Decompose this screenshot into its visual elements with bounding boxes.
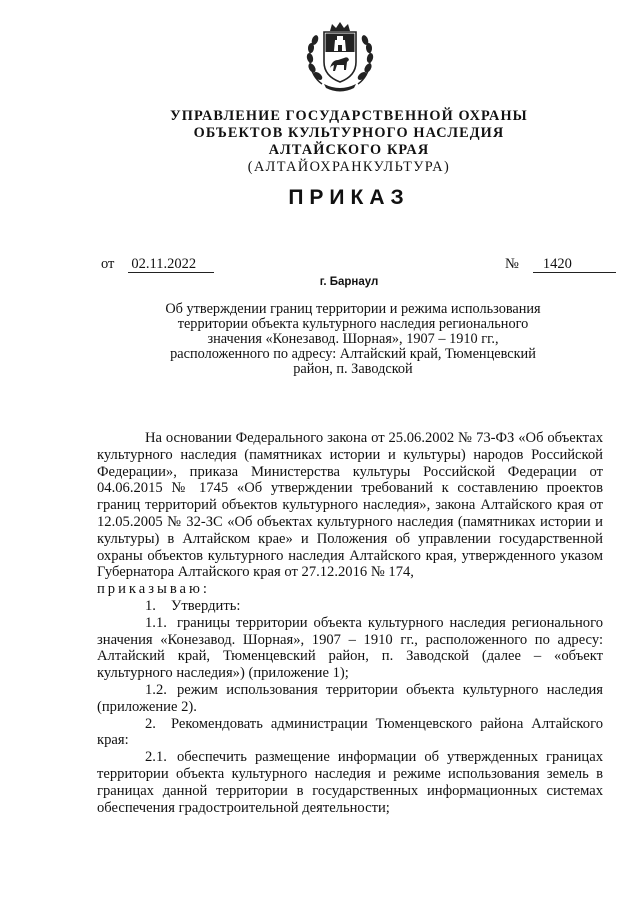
document-subject — [140, 302, 566, 377]
order-word-paragraph — [97, 581, 603, 598]
list-item — [97, 749, 603, 816]
altai-krai-coat-of-arms-icon — [302, 18, 378, 94]
org-name-line1: УПРАВЛЕНИЕ ГОСУДАРСТВЕННОЙ ОХРАНЫ — [170, 108, 528, 124]
preamble-text: На основании Федерального закона от 25.06.2002 № 73-ФЗ «Об объектах культурного наследия (памятниках истории и культуры) народов Российской Федерации», приказа Министерства культуры Российской Федерации от 04.06.2015 № 1745 «Об утверждении требований к составлению проектов границ территорий объектов культурного наследия», закона Алтайского края от 12.05.2005 № 32-ЗС «Об объектах культурного наследия (памятниках истории и культуры) в Алтайском крае» и Положения об управлении государственной охраны объектов культурного наследия Алтайского края, утвержденного указом Губернатора Алтайского края от 27.12.2016 № 174, — [97, 430, 603, 581]
list-item — [97, 716, 603, 750]
date-block — [101, 256, 214, 273]
item-text: Утвердить: — [171, 597, 241, 614]
city-label: г. Барнаул — [319, 276, 379, 288]
date-prefix: от — [101, 256, 115, 272]
subject-line: территории объекта культурного наследия регионального — [177, 316, 529, 332]
preamble-paragraph — [97, 430, 603, 581]
item-number: 2. — [145, 715, 156, 732]
item-text: Рекомендовать администрации Тюменцевского района Алтайского края: — [97, 715, 603, 749]
list-item — [97, 615, 603, 682]
item-number: 1.1. — [145, 614, 167, 631]
document-number: 1420 — [533, 257, 616, 273]
item-text: режим использования территории объекта культурного наследия (приложение 2). — [97, 681, 603, 715]
item-text: границы территории объекта культурного наследия регионального значения «Конезавод. Шорная», 1907 – 1910 гг., расположенного по адресу: Алтайский край, Тюменцевский район, п. Заводской (далее – «объект культурного наследия») (приложение 1); — [97, 614, 603, 682]
number-prefix: № — [505, 256, 519, 272]
item-number: 1. — [145, 597, 156, 614]
list-item — [97, 598, 603, 615]
document-type-title: ПРИКАЗ — [288, 186, 410, 209]
item-text: обеспечить размещение информации об утвержденных границах территории объекта культурного наследия и режиме использования земель в границах данной территории в государственных информационных системах обеспечения градостроительной деятельности; — [97, 749, 603, 816]
number-block — [505, 256, 616, 273]
item-number: 2.1. — [145, 749, 167, 766]
subject-line: расположенного по адресу: Алтайский край, Тюменцевский — [170, 346, 536, 362]
subject-line: Об утверждении границ территории и режима использования — [165, 301, 541, 317]
org-abbreviation: (АЛТАЙОХРАНКУЛЬТУРА) — [247, 159, 451, 175]
subject-line: район, п. Заводской — [293, 361, 413, 377]
item-number: 1.2. — [145, 681, 167, 698]
list-item — [97, 682, 603, 716]
order-word: приказываю: — [97, 581, 210, 598]
organization-header — [120, 108, 578, 176]
subject-line: значения «Конезавод. Шорная», 1907 – 1910 гг., — [207, 331, 499, 347]
org-name-line2: ОБЪЕКТОВ КУЛЬТУРНОГО НАСЛЕДИЯ — [193, 125, 505, 141]
org-name-line3: АЛТАЙСКОГО КРАЯ — [268, 142, 430, 158]
document-date: 02.11.2022 — [128, 257, 214, 273]
document-body — [97, 430, 603, 816]
